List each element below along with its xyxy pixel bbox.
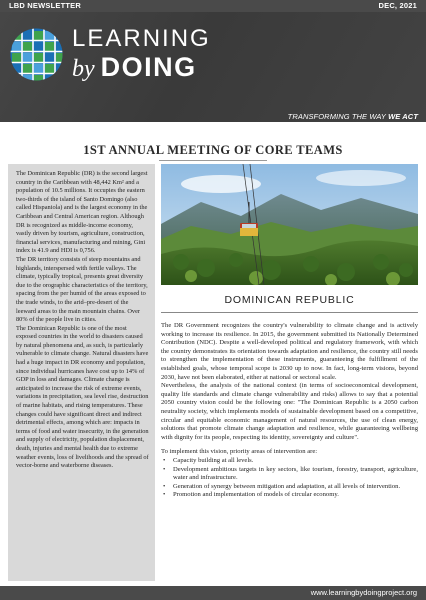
- caption-underline: [161, 312, 418, 313]
- title-underline: [159, 160, 267, 161]
- tagline-bold: WE ACT: [388, 112, 418, 121]
- logo-learning: LEARNING: [72, 25, 211, 52]
- main-paragraph: Nevertheless, the analysis of the national context (in terms of socioeconomical development, quality life standards and climate change vulnerability and risks) allows to say that a potential 2050 country vision could be the following one: "The Dominican Republic is a 2050 carbon neutrality society, which implements models of sustainable development based on a competitive, circular and equitable economic management of natural resources, the use of clean energy, solutions that promote climate change adaptation and resilience, while guaranteeing wellbeing with dignity for its people, respecting its identity, sovereignty and culture".: [161, 382, 418, 441]
- masthead: [0, 12, 426, 122]
- tagline-prefix: TRANSFORMING THE WAY: [287, 112, 386, 121]
- top-bar: [0, 0, 426, 12]
- main-paragraph: To implement this vision, priority areas of intervention are:: [161, 448, 318, 456]
- priority-list: [161, 457, 418, 500]
- issue-date: DEC, 2021: [378, 1, 417, 10]
- cable-car-mountain-photo: [161, 164, 418, 285]
- sidebar-paragraph: The Dominican Republic (DR) is the second largest country in the Caribbean with 48,442 Km² and a population of 10.5 millions. It occupies the eastern two-thirds of the island of Santo Domingo (also called Hispaniola) and is the largest economy in the Caribbean and Central American region. Although DR is recognized as middle-income economy, vastly driven by tourism, agriculture, construction, financial services, manufacturing and mining, Gini index is 41.9 and HDI is 0,756.: [16, 170, 148, 255]
- tagline: [288, 112, 418, 121]
- sidebar-paragraph: The Dominican Republic is one of the most exposed countries in the world to disasters caused by natural phenomena and, as such, is particularly vulnerable to climate change. Natural disasters have had a huge impact in DR economy and population, since individual hurricanes have cost up to 14% of GDP in loss and damages. Climate change is anticipated to increase the risk of extreme events, variations in precipitation, sea level rise, destruction of marine habitats, and rising temperatures. These changes could have significant direct and indirect detrimental effects, among which are: impacts in terms of food and water insecurity, in the generation and supply of electricity, population displacement, death, injuries and mental health due to extreme weather events, loss of livelihoods and the spread of vector-borne and waterborne diseases.: [16, 324, 149, 470]
- sidebar-box: [8, 164, 155, 581]
- logo-doing: DOING: [100, 52, 197, 82]
- list-item: • Capacity building at all levels.: [161, 457, 418, 466]
- list-item: • Generation of synergy between mitigation and adaptation, at all levels of intervention.: [161, 483, 418, 492]
- main-paragraph: The DR Government recognizes the country's vulnerability to climate change and is actively working to increase its resilience. In 2015, the government submitted its Nationally Determined Contribution (NDC). Despite a well-developed political and regulatory framework, with which the country demonstrates its orientation towards adaptation and resilience, the country still needs to strengthen the implementation of these instruments, guaranteeing the fulfillment of the established goals, whose temporal scope is 2030 up to now. In fact, long-term visions, beyond 2030, have not been elaborated, either at national or sectoral scale.: [161, 322, 418, 381]
- footer-bar: [0, 586, 426, 600]
- newsletter-label: LBD NEWSLETTER: [9, 1, 81, 10]
- section-caption: DOMINICAN REPUBLIC: [161, 289, 418, 313]
- logo-by: by: [72, 56, 95, 82]
- list-item: • Promotion and implementation of models of circular economy.: [161, 491, 418, 500]
- list-item: • Development ambitious targets in key sectors, like tourism, forestry, transport, agriculture, water and infrastructure.: [161, 466, 418, 483]
- article-title: 1ST ANNUAL MEETING OF CORE TEAMS: [83, 143, 343, 157]
- website-link[interactable]: www.learningbydoingproject.org: [310, 588, 417, 597]
- globe-grid-icon: [9, 27, 64, 82]
- logo-wordmark: [72, 26, 211, 84]
- logo-by-doing: [72, 52, 211, 84]
- main-text: [161, 322, 418, 500]
- sidebar-paragraph: The DR territory consists of steep mountains and highlands, interspersed with fertile valleys. The climate, typically tropical, presents great diversity due to the orographic characteristics of the territory, spacing from the per humid of the areas exposed to the trade winds, to the arid–pre-desert of the leeward areas to the main mountain chains. Over 80% of the people live in cities.: [16, 255, 148, 324]
